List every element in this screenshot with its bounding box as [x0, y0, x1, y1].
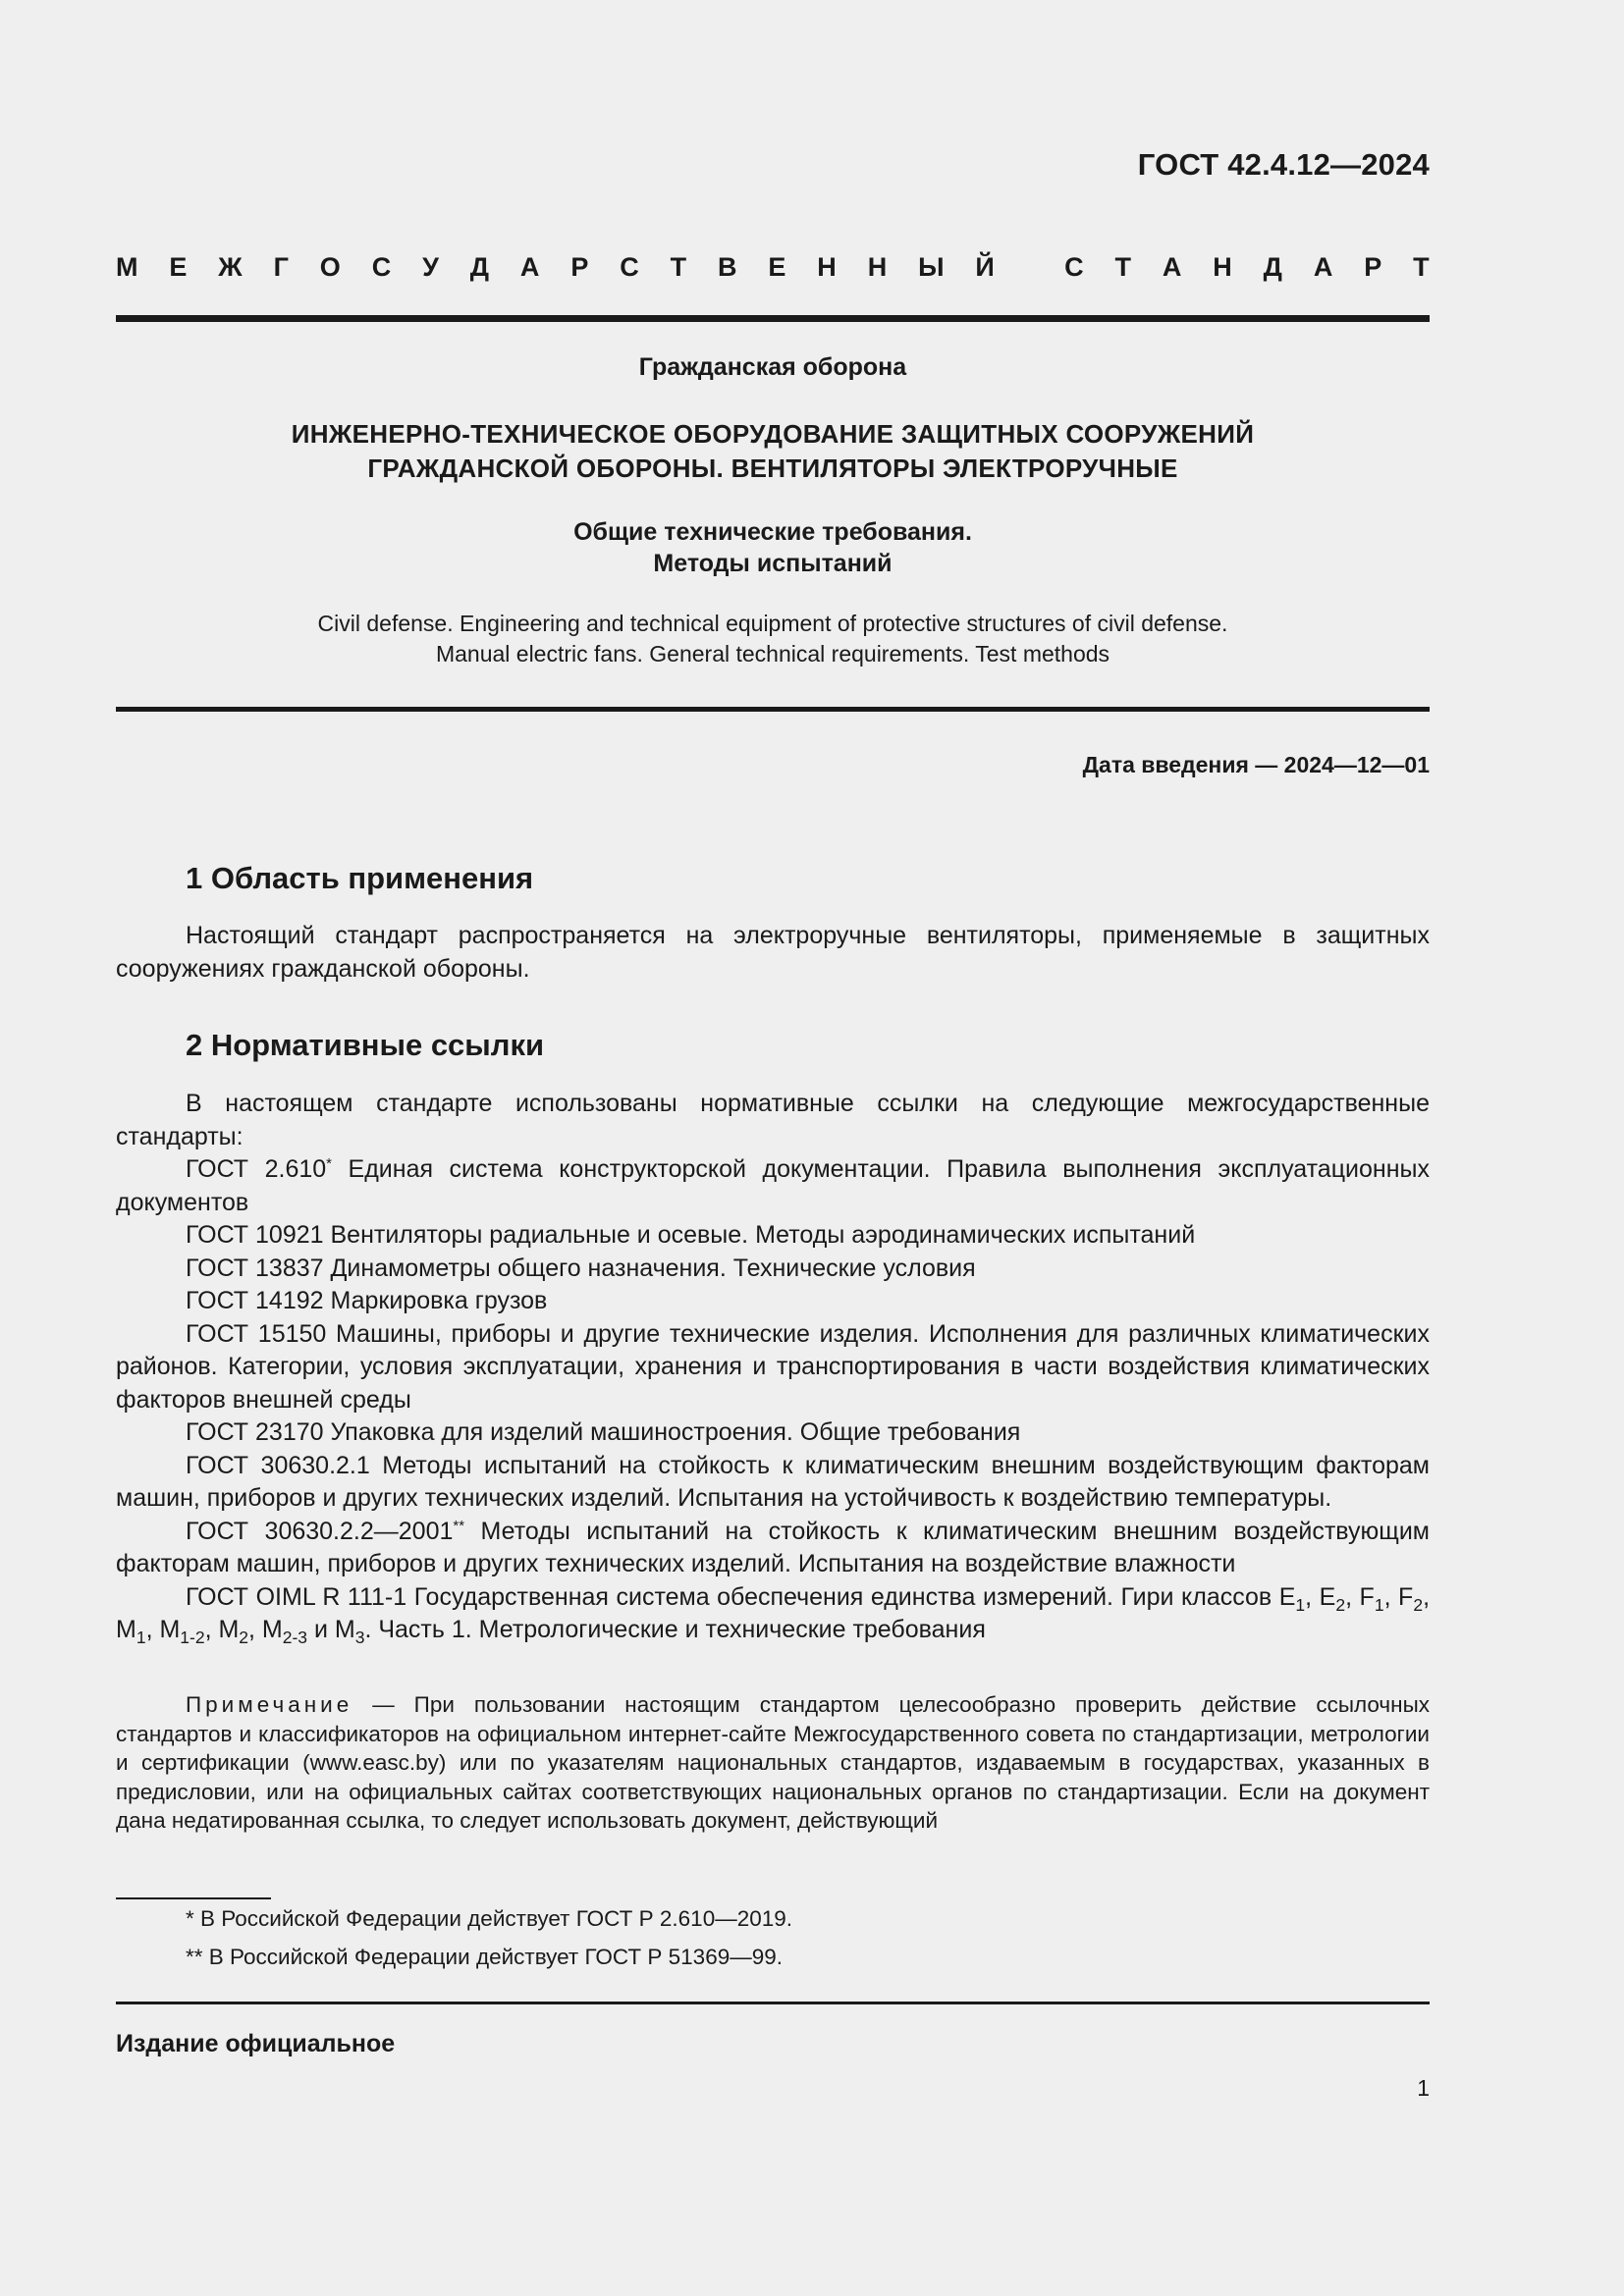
introduction-date: Дата введения — 2024—12—01 — [1082, 752, 1430, 777]
reference-item: ГОСТ 2.610* Единая система конструкторской документации. Правила выполнения эксплуатационных документов — [116, 1155, 1430, 1216]
reference-item: ГОСТ OIML R 111-1 Государственная система обеспечения единства измерений. Гири классов $E_1$, $E_2$, $F_1$, $F_2$, $M_1$, $M_{1-2}$, $M_2$, $M_{2-3}$ и $M_3$. Часть 1. Метрологические и технические требования — [116, 1582, 1431, 1648]
document-title-line-2: ГРАЖДАНСКОЙ ОБОРОНЫ. ВЕНТИЛЯТОРЫ ЭЛЕКТРОРУЧНЫЕ — [367, 454, 1178, 483]
document-subtitle-line-1: Общие технические требования. — [573, 518, 972, 546]
heading-letter: С — [371, 252, 392, 282]
heading-letter: А — [1313, 252, 1333, 282]
page-number: 1 — [1417, 2075, 1430, 2101]
section-1-paragraph: Настоящий стандарт распространяется на электроручные вентиляторы, применяемые в защитных сооружениях гражданской обороны. — [116, 922, 1430, 983]
heading-letter: Д — [1263, 252, 1282, 282]
heading-letter: С — [620, 252, 639, 282]
reference-item: ГОСТ 10921 Вентиляторы радиальные и осевые. Методы аэродинамических испытаний — [186, 1221, 1196, 1249]
section-2-intro: В настоящем стандарте использованы нормативные ссылки на следующие межгосударственные стандарты: — [116, 1090, 1430, 1150]
header-rule — [116, 315, 1430, 322]
english-title-line-1: Civil defense. Engineering and technical equipment of protective structures of civil defense. — [317, 611, 1228, 636]
document-subject: Гражданская оборона — [638, 353, 907, 381]
english-title-line-2: Manual electric fans. General technical requirements. Test methods — [435, 641, 1110, 667]
footnote-2: ** В Российской Федерации действует ГОСТ Р 51369—99. — [186, 1945, 784, 1969]
note-label: Примечание — [186, 1692, 353, 1717]
heading-letter: Н — [817, 252, 837, 282]
references-note — [116, 1690, 1430, 1836]
reference-item: ГОСТ 14192 Маркировка грузов — [186, 1287, 548, 1314]
footer-rule — [116, 2002, 1430, 2004]
english-title — [116, 609, 1430, 669]
heading-letter: С — [1064, 252, 1084, 282]
reference-item: ГОСТ 23170 Упаковка для изделий машиностроения. Общие требования — [186, 1418, 1021, 1446]
heading-letter: Т — [1114, 252, 1131, 282]
reference-item: ГОСТ 13837 Динамометры общего назначения. Технические условия — [186, 1254, 976, 1282]
official-edition-label: Издание официальное — [116, 2030, 396, 2057]
section-1-text — [116, 920, 1430, 986]
heading-letter: Т — [1413, 252, 1430, 282]
word-gap — [1026, 252, 1034, 283]
heading-letter: О — [319, 252, 341, 282]
heading-letter: Н — [1213, 252, 1232, 282]
title-rule — [116, 707, 1430, 712]
footnote-separator — [116, 1897, 271, 1899]
heading-letter: Т — [670, 252, 687, 282]
reference-item: ГОСТ 30630.2.2—2001** Методы испытаний на стойкость к климатическим внешним воздействующим факторам машин, приборов и других технических изделий. Испытания на воздействие влажности — [116, 1517, 1430, 1577]
document-title-line-1: ИНЖЕНЕРНО-ТЕХНИЧЕСКОЕ ОБОРУДОВАНИЕ ЗАЩИТНЫХ СООРУЖЕНИЙ — [291, 419, 1255, 449]
heading-letter: В — [718, 252, 737, 282]
heading-letter: Д — [469, 252, 490, 282]
document-subtitle — [116, 516, 1430, 579]
reference-item: ГОСТ 15150 Машины, приборы и другие технические изделия. Исполнения для различных климатических районов. Категории, условия эксплуатации, хранения и транспортирования в части воздействия климатических факторов внешней среды — [116, 1319, 1430, 1414]
section-2-text — [116, 1088, 1430, 1647]
heading-letter: А — [1162, 252, 1182, 282]
heading-letter: Ы — [918, 252, 945, 282]
heading-letter: М — [116, 252, 138, 282]
section-1-heading: 1 Область применения — [186, 861, 534, 895]
note-text: — При пользовании настоящим стандартом целесообразно проверить действие ссылочных стандартов и классификаторов на официальном интернет-сайте Межгосударственного совета по стандартизации, метрологии и сертификации (www.easc.by) или по указателям национальных стандартов, издаваемым в государствах, указанных в предисловии, или на официальных сайтах соответствующих национальных органов по стандартизации. Если на документ дана недатированная ссылка, то следует использовать документ, действующий — [116, 1692, 1430, 1833]
heading-letter: Г — [273, 252, 289, 282]
reference-item: ГОСТ 30630.2.1 Методы испытаний на стойкость к климатическим внешним воздействующим факторам машин, приборов и других технических изделий. Испытания на устойчивость к воздействию температуры. — [116, 1451, 1430, 1512]
footnote-1: * В Российской Федерации действует ГОСТ Р 2.610—2019. — [186, 1906, 793, 1931]
document-number: ГОСТ 42.4.12—2024 — [1137, 147, 1430, 182]
heading-letter: Е — [169, 252, 188, 282]
document-subtitle-line-2: Методы испытаний — [653, 550, 893, 577]
heading-letter: Р — [570, 252, 589, 282]
standard-type-heading — [116, 252, 1430, 283]
heading-letter: Н — [867, 252, 888, 282]
heading-letter: У — [422, 252, 439, 282]
document-title — [116, 417, 1430, 486]
heading-letter: Р — [1364, 252, 1382, 282]
heading-letter: Ж — [218, 252, 243, 282]
heading-letter: Е — [768, 252, 786, 282]
heading-letter: А — [519, 252, 540, 282]
heading-letter: Й — [975, 252, 995, 282]
section-2-heading: 2 Нормативные ссылки — [186, 1028, 545, 1062]
